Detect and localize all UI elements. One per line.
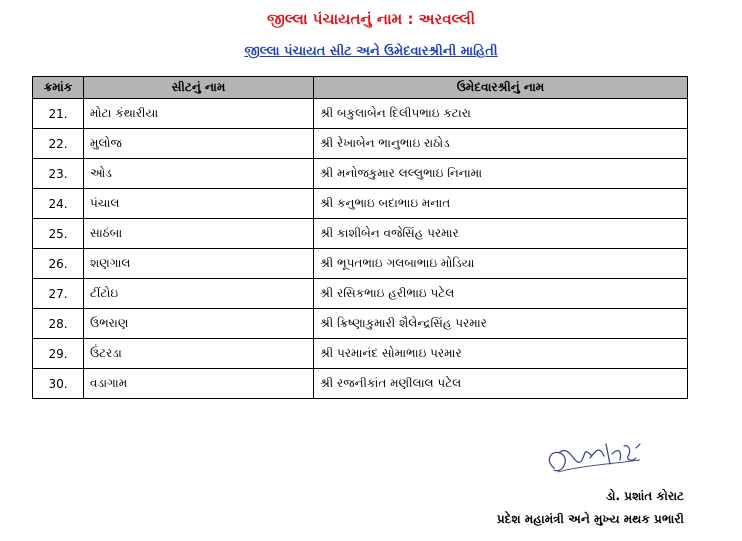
candidate-name-cell: શ્રી ભૂપતભાઇ ગલબાભાઇ મોડિયા [314, 249, 688, 279]
column-header-seat: સીટનું નામ [84, 77, 314, 99]
candidate-name-cell: શ્રી બકુલાબેન દિલીપભાઇ કટારા [314, 99, 688, 129]
serial-cell: 30. [33, 369, 84, 399]
serial-cell: 21. [33, 99, 84, 129]
seat-name-cell: વડાગામ [84, 369, 314, 399]
seat-name-cell: ટીંટોઇ [84, 279, 314, 309]
candidate-name-cell: શ્રી પરમાનંદ સોમાભાઇ પરમાર [314, 339, 688, 369]
table-row [33, 309, 688, 339]
seat-name-cell: મુલોજ [84, 129, 314, 159]
serial-cell: 25. [33, 219, 84, 249]
candidate-name-cell: શ્રી રજનીકાંત મણીલાલ પટેલ [314, 369, 688, 399]
handwritten-signature [540, 430, 650, 490]
serial-cell: 24. [33, 189, 84, 219]
seat-name-cell: ઉંટરડા [84, 339, 314, 369]
seat-name-cell: ઉભરાણ [84, 309, 314, 339]
serial-cell: 27. [33, 279, 84, 309]
table-row [33, 219, 688, 249]
serial-cell: 29. [33, 339, 84, 369]
signatory-role: પ્રદેશ મહામંત્રી અને મુખ્ય મથક પ્રભારી [496, 512, 684, 526]
signatory-name: ડો. પ્રશાંત કોરાટ [605, 489, 684, 503]
candidates-table [32, 76, 688, 399]
serial-cell: 26. [33, 249, 84, 279]
serial-cell: 23. [33, 159, 84, 189]
table-row [33, 279, 688, 309]
seat-name-cell: પંચાલ [84, 189, 314, 219]
serial-cell: 28. [33, 309, 84, 339]
serial-cell: 22. [33, 129, 84, 159]
page-subtitle: જીલ્લા પંચાયત સીટ અને ઉમેદવારશ્રીની માહિતી [244, 44, 498, 59]
page-title: જીલ્લા પંચાયતનું નામ : અરવલ્લી [266, 10, 476, 28]
candidate-name-cell: શ્રી કનુભાઇ બદાભાઇ મનાત [314, 189, 688, 219]
candidate-name-cell: શ્રી કાશીબેન વજેસિંહ પરમાર [314, 219, 688, 249]
table-row [33, 189, 688, 219]
column-header-serial: ક્રમાંક [33, 77, 84, 99]
table-row [33, 129, 688, 159]
seat-name-cell: સાઠંબા [84, 219, 314, 249]
candidate-name-cell: શ્રી રસિકભાઇ હરીભાઇ પટેલ [314, 279, 688, 309]
candidate-name-cell: શ્રી રેખાબેન ભાનુભાઇ રાઠોડ [314, 129, 688, 159]
table-row [33, 99, 688, 129]
candidate-name-cell: શ્રી ક્રિષ્ણાકુમારી શૈલેન્દ્રસિંહ પરમાર [314, 309, 688, 339]
candidate-name-cell: શ્રી મનોજકુમાર લલ્લુભાઇ નિનામા [314, 159, 688, 189]
column-header-candidate: ઉમેદવારશ્રીનું નામ [314, 77, 688, 99]
table-row [33, 369, 688, 399]
seat-name-cell: મોટા કંથારીયા [84, 99, 314, 129]
seat-name-cell: ઓડ [84, 159, 314, 189]
table-header-row [33, 77, 688, 99]
table-row [33, 339, 688, 369]
table-row [33, 249, 688, 279]
seat-name-cell: શણગાલ [84, 249, 314, 279]
table-row [33, 159, 688, 189]
